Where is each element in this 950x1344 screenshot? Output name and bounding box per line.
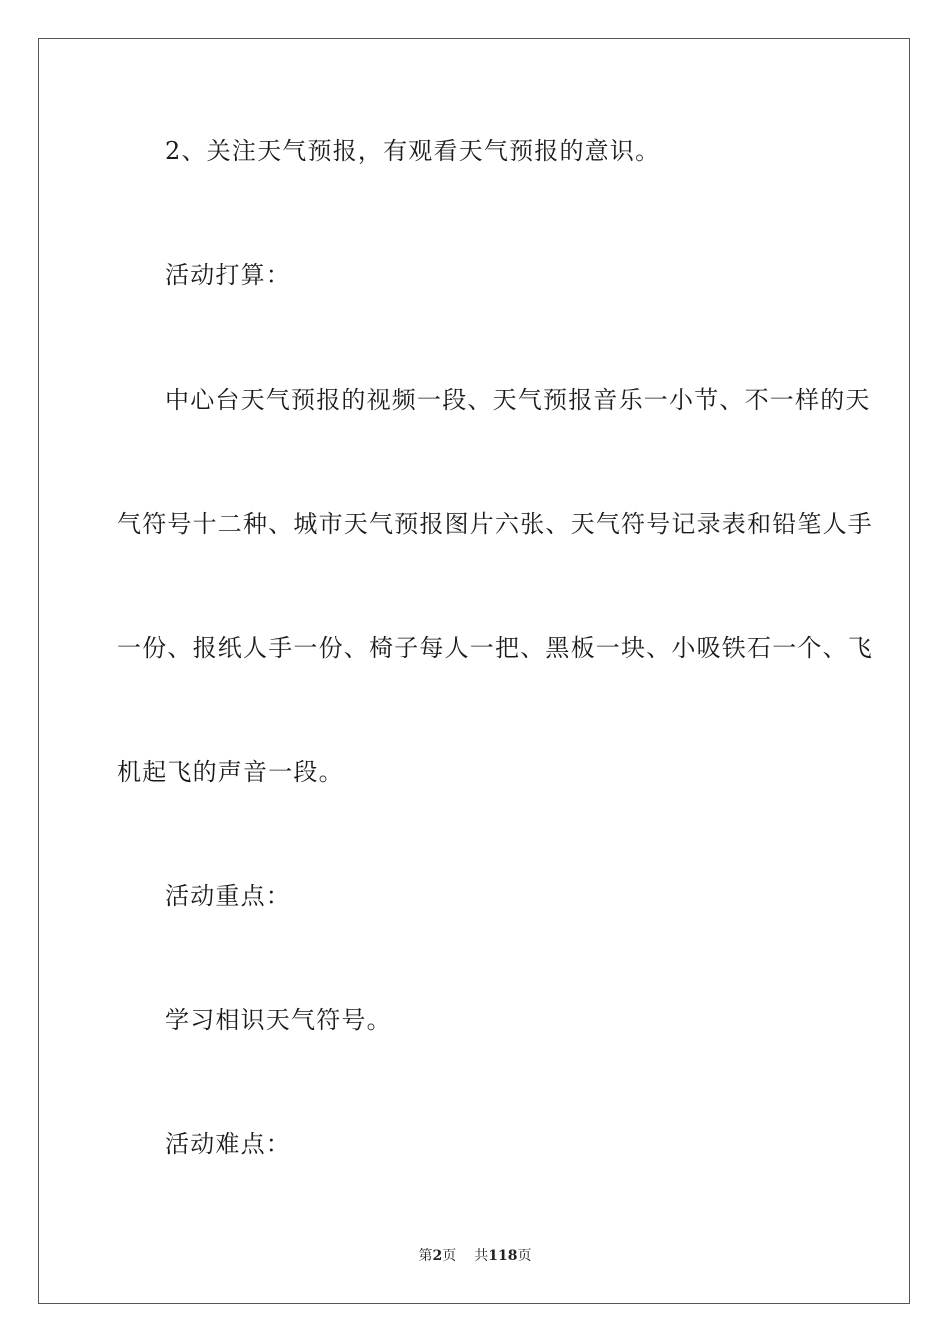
paragraph-materials-line-4: 机起飞的声音一段。: [117, 758, 344, 786]
heading-activity-focus: 活动重点：: [165, 882, 291, 910]
paragraph-materials-line-1: 中心台天气预报的视频一段、天气预报音乐一小节、不一样的天: [165, 386, 871, 414]
heading-activity-difficulty: 活动难点：: [165, 1130, 291, 1158]
paragraph-focus-text: 学习相识天气符号。: [165, 1006, 392, 1034]
heading-activity-plan: 活动打算：: [165, 261, 291, 289]
page-footer: [0, 1247, 950, 1265]
paragraph-materials-line-3: 一份、报纸人手一份、椅子每人一把、黑板一块、小吸铁石一个、飞: [117, 634, 873, 662]
page-border: [38, 38, 910, 1304]
paragraph-goal-2: 2、关注天气预报，有观看天气预报的意识。: [165, 137, 661, 165]
footer-page-prefix: 第: [418, 1248, 433, 1264]
footer-page-suffix: 页: [442, 1248, 457, 1264]
footer-page-current: 2: [432, 1248, 443, 1264]
paragraph-materials-line-2: 气符号十二种、城市天气预报图片六张、天气符号记录表和铅笔人手: [117, 510, 873, 538]
footer-total-prefix: 共: [474, 1248, 489, 1264]
footer-total-suffix: 页: [517, 1248, 532, 1264]
footer-page-total: 118: [488, 1248, 518, 1264]
